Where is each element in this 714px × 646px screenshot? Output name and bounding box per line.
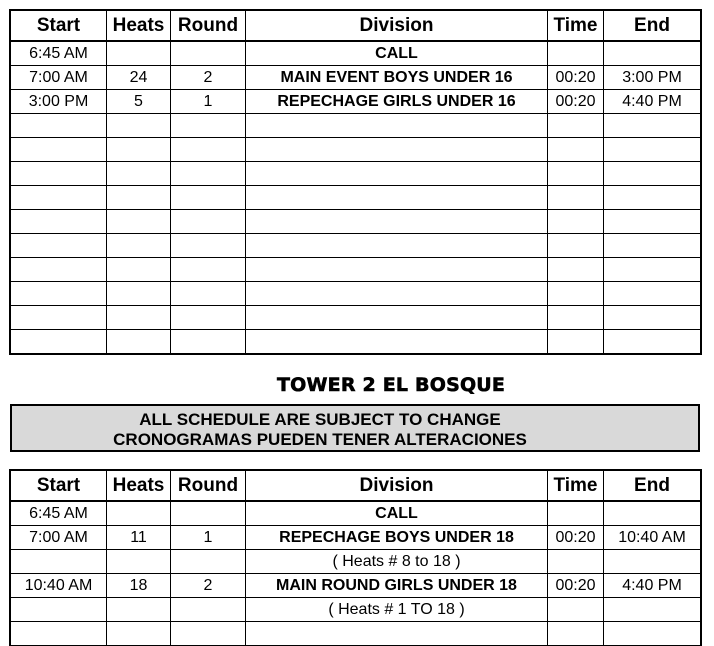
table-row xyxy=(11,550,701,574)
cell-round xyxy=(171,550,246,574)
cell-round xyxy=(171,598,246,622)
cell-round xyxy=(171,282,246,306)
cell-time xyxy=(548,501,604,526)
cell-start xyxy=(11,186,107,210)
cell-heats xyxy=(107,210,171,234)
cell-round xyxy=(171,306,246,330)
cell-time xyxy=(548,234,604,258)
table-row xyxy=(11,258,701,282)
cell-start: 3:00 PM xyxy=(11,90,107,114)
table-row xyxy=(11,114,701,138)
cell-division xyxy=(246,622,548,646)
cell-round xyxy=(171,330,246,354)
header-start: Start xyxy=(11,471,107,502)
cell-division xyxy=(246,330,548,354)
header-time: Time xyxy=(548,11,604,42)
cell-end xyxy=(604,501,701,526)
cell-division xyxy=(246,306,548,330)
cell-heats xyxy=(107,114,171,138)
table-row xyxy=(11,622,701,646)
cell-heats xyxy=(107,622,171,646)
cell-end: 4:40 PM xyxy=(604,90,701,114)
cell-heats: 18 xyxy=(107,574,171,598)
cell-round xyxy=(171,234,246,258)
cell-division: CALL xyxy=(246,41,548,66)
cell-time xyxy=(548,282,604,306)
header-end: End xyxy=(604,11,701,42)
cell-start: 7:00 AM xyxy=(11,66,107,90)
cell-division xyxy=(246,258,548,282)
header-heats: Heats xyxy=(107,11,171,42)
cell-time xyxy=(548,41,604,66)
cell-division xyxy=(246,210,548,234)
cell-end xyxy=(604,234,701,258)
table-row xyxy=(11,598,701,622)
cell-start: 6:45 AM xyxy=(11,41,107,66)
cell-end xyxy=(604,114,701,138)
cell-division: ( Heats # 1 TO 18 ) xyxy=(246,598,548,622)
cell-round xyxy=(171,114,246,138)
cell-start: 6:45 AM xyxy=(11,501,107,526)
cell-time: 00:20 xyxy=(548,66,604,90)
table-row xyxy=(11,162,701,186)
cell-end xyxy=(604,330,701,354)
cell-end xyxy=(604,186,701,210)
cell-end xyxy=(604,598,701,622)
cell-time xyxy=(548,306,604,330)
cell-round xyxy=(171,186,246,210)
cell-round xyxy=(171,258,246,282)
cell-heats: 24 xyxy=(107,66,171,90)
cell-heats xyxy=(107,550,171,574)
cell-division xyxy=(246,138,548,162)
cell-time xyxy=(548,186,604,210)
cell-time xyxy=(548,138,604,162)
cell-time xyxy=(548,622,604,646)
cell-heats xyxy=(107,258,171,282)
table-row xyxy=(11,138,701,162)
cell-start xyxy=(11,306,107,330)
header-time: Time xyxy=(548,471,604,502)
cell-heats xyxy=(107,282,171,306)
cell-heats: 5 xyxy=(107,90,171,114)
table-row xyxy=(11,306,701,330)
cell-heats xyxy=(107,234,171,258)
schedule-change-notice xyxy=(10,404,700,452)
header-division: Division xyxy=(246,471,548,502)
header-division: Division xyxy=(246,11,548,42)
cell-start: 10:40 AM xyxy=(11,574,107,598)
cell-end: 3:00 PM xyxy=(604,66,701,90)
cell-heats xyxy=(107,41,171,66)
table-row xyxy=(11,66,701,90)
table-row xyxy=(11,282,701,306)
cell-start xyxy=(11,550,107,574)
cell-division xyxy=(246,186,548,210)
schedule-table-tower-2 xyxy=(10,470,701,646)
cell-end xyxy=(604,258,701,282)
cell-heats xyxy=(107,330,171,354)
header-heats: Heats xyxy=(107,471,171,502)
tower-title: TOWER 2 EL BOSQUE xyxy=(277,374,506,396)
header-start: Start xyxy=(11,11,107,42)
cell-start: 7:00 AM xyxy=(11,526,107,550)
cell-start xyxy=(11,210,107,234)
table-row xyxy=(11,501,701,526)
cell-heats: 11 xyxy=(107,526,171,550)
cell-end xyxy=(604,210,701,234)
cell-time: 00:20 xyxy=(548,90,604,114)
cell-division: CALL xyxy=(246,501,548,526)
cell-heats xyxy=(107,138,171,162)
cell-time: 00:20 xyxy=(548,574,604,598)
header-end: End xyxy=(604,471,701,502)
cell-start xyxy=(11,622,107,646)
table-row xyxy=(11,210,701,234)
cell-division xyxy=(246,162,548,186)
cell-division: REPECHAGE BOYS UNDER 18 xyxy=(246,526,548,550)
table-row xyxy=(11,90,701,114)
cell-division xyxy=(246,234,548,258)
cell-time: 00:20 xyxy=(548,526,604,550)
table-row xyxy=(11,234,701,258)
notice-line-spanish: CRONOGRAMAS PUEDEN TENER ALTERACIONES xyxy=(113,430,527,449)
cell-end xyxy=(604,282,701,306)
cell-end xyxy=(604,41,701,66)
cell-start xyxy=(11,138,107,162)
cell-end xyxy=(604,162,701,186)
cell-end: 10:40 AM xyxy=(604,526,701,550)
cell-heats xyxy=(107,162,171,186)
cell-time xyxy=(548,550,604,574)
header-round: Round xyxy=(171,471,246,502)
cell-start xyxy=(11,598,107,622)
cell-round xyxy=(171,622,246,646)
header-round: Round xyxy=(171,11,246,42)
cell-division: MAIN EVENT BOYS UNDER 16 xyxy=(246,66,548,90)
cell-time xyxy=(548,210,604,234)
cell-time xyxy=(548,330,604,354)
cell-division xyxy=(246,282,548,306)
table-row xyxy=(11,330,701,354)
header-row xyxy=(11,11,701,42)
cell-end xyxy=(604,138,701,162)
cell-division: REPECHAGE GIRLS UNDER 16 xyxy=(246,90,548,114)
cell-round: 1 xyxy=(171,90,246,114)
cell-round xyxy=(171,138,246,162)
cell-round xyxy=(171,501,246,526)
cell-round: 2 xyxy=(171,66,246,90)
notice-line-english: ALL SCHEDULE ARE SUBJECT TO CHANGE xyxy=(139,410,501,429)
cell-heats xyxy=(107,598,171,622)
cell-end xyxy=(604,550,701,574)
cell-time xyxy=(548,162,604,186)
table-row xyxy=(11,186,701,210)
cell-heats xyxy=(107,501,171,526)
table-row xyxy=(11,526,701,550)
table-row xyxy=(11,41,701,66)
table-row xyxy=(11,574,701,598)
cell-end: 4:40 PM xyxy=(604,574,701,598)
cell-division: MAIN ROUND GIRLS UNDER 18 xyxy=(246,574,548,598)
cell-round xyxy=(171,210,246,234)
cell-end xyxy=(604,622,701,646)
cell-start xyxy=(11,330,107,354)
cell-end xyxy=(604,306,701,330)
header-row xyxy=(11,471,701,502)
cell-round xyxy=(171,162,246,186)
cell-heats xyxy=(107,186,171,210)
cell-start xyxy=(11,234,107,258)
cell-time xyxy=(548,114,604,138)
cell-start xyxy=(11,282,107,306)
cell-division xyxy=(246,114,548,138)
schedule-table-top xyxy=(10,10,701,354)
cell-round xyxy=(171,41,246,66)
cell-round: 2 xyxy=(171,574,246,598)
cell-division: ( Heats # 8 to 18 ) xyxy=(246,550,548,574)
cell-start xyxy=(11,162,107,186)
cell-heats xyxy=(107,306,171,330)
cell-time xyxy=(548,258,604,282)
cell-round: 1 xyxy=(171,526,246,550)
cell-time xyxy=(548,598,604,622)
cell-start xyxy=(11,114,107,138)
cell-start xyxy=(11,258,107,282)
